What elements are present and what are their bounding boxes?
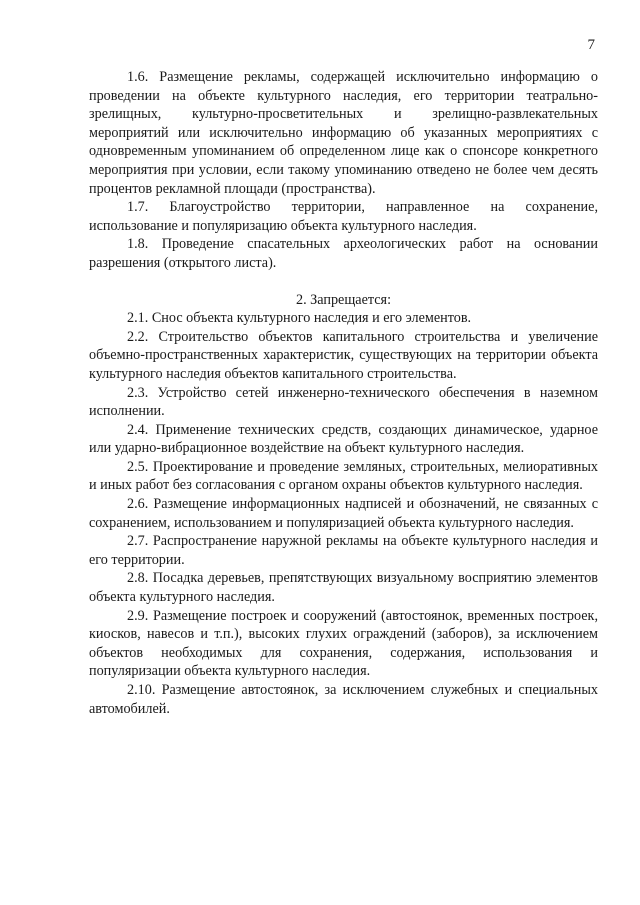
paragraph-2-1: 2.1. Снос объекта культурного наследия и его элементов. [127,310,472,327]
paragraph-2-10: 2.10. Размещение автостоянок, за исключением служебных и специальных автомобилей. [89,682,598,717]
paragraph-2-6: 2.6. Размещение информационных надписей и обозначений, не связанных с сохранением, использованием и популяризацией объекта культурного наследия. [89,496,598,531]
paragraph-1-8: 1.8. Проведение спасательных археологических работ на основании разрешения (открытого листа). [89,236,598,271]
paragraph-2-7: 2.7. Распространение наружной рекламы на объекте культурного наследия и его территории. [89,533,598,568]
paragraph-1-7: 1.7. Благоустройство территории, направленное на сохранение, использование и популяризацию объекта культурного наследия. [89,199,598,234]
paragraph-1-6: 1.6. Размещение рекламы, содержащей исключительно информацию о проведении на объекте культурного наследия, его территории театрально-зрелищных, культурно-просветительных и зрелищно-развлекательных мероприятий или исключительно информацию об указанных мероприятиях с одновременным упоминанием об определенном лице как о спонсоре конкретного мероприятия при условии, если такому упоминанию отведено не более чем десять процентов рекламной площади (пространства). [89,69,598,197]
page-number: 7 [587,37,595,53]
paragraph-2-8: 2.8. Посадка деревьев, препятствующих визуальному восприятию элементов объекта культурного наследия. [89,570,598,606]
paragraph-2-3: 2.3. Устройство сетей инженерно-технического обеспечения в наземном исполнении. [89,384,598,420]
paragraph-2-5: 2.5. Проектирование и проведение земляных, строительных, мелиоративных и иных работ без согласования с органом охраны объектов культурного наследия. [89,458,598,494]
paragraph-2-2: 2.2. Строительство объектов капитального строительства и увеличение объемно-пространственных характеристик, существующих на территории объекта культурного наследия объектов капитального строительства. [89,328,598,382]
document-body [89,68,598,718]
section-heading-prohibited: 2. Запрещается: [295,291,392,308]
paragraph-2-4: 2.4. Применение технических средств, создающих динамическое, ударное или ударно-вибрационное воздействие на объект культурного наследия. [89,421,598,457]
paragraph-2-9: 2.9. Размещение построек и сооружений (автостоянок, временных построек, киосков, навесов и т.п.), высоких глухих ограждений (заборов), за исключением объектов необходимых для сохранения, содержания, использования и популяризации объекта культурного наследия. [89,607,598,680]
